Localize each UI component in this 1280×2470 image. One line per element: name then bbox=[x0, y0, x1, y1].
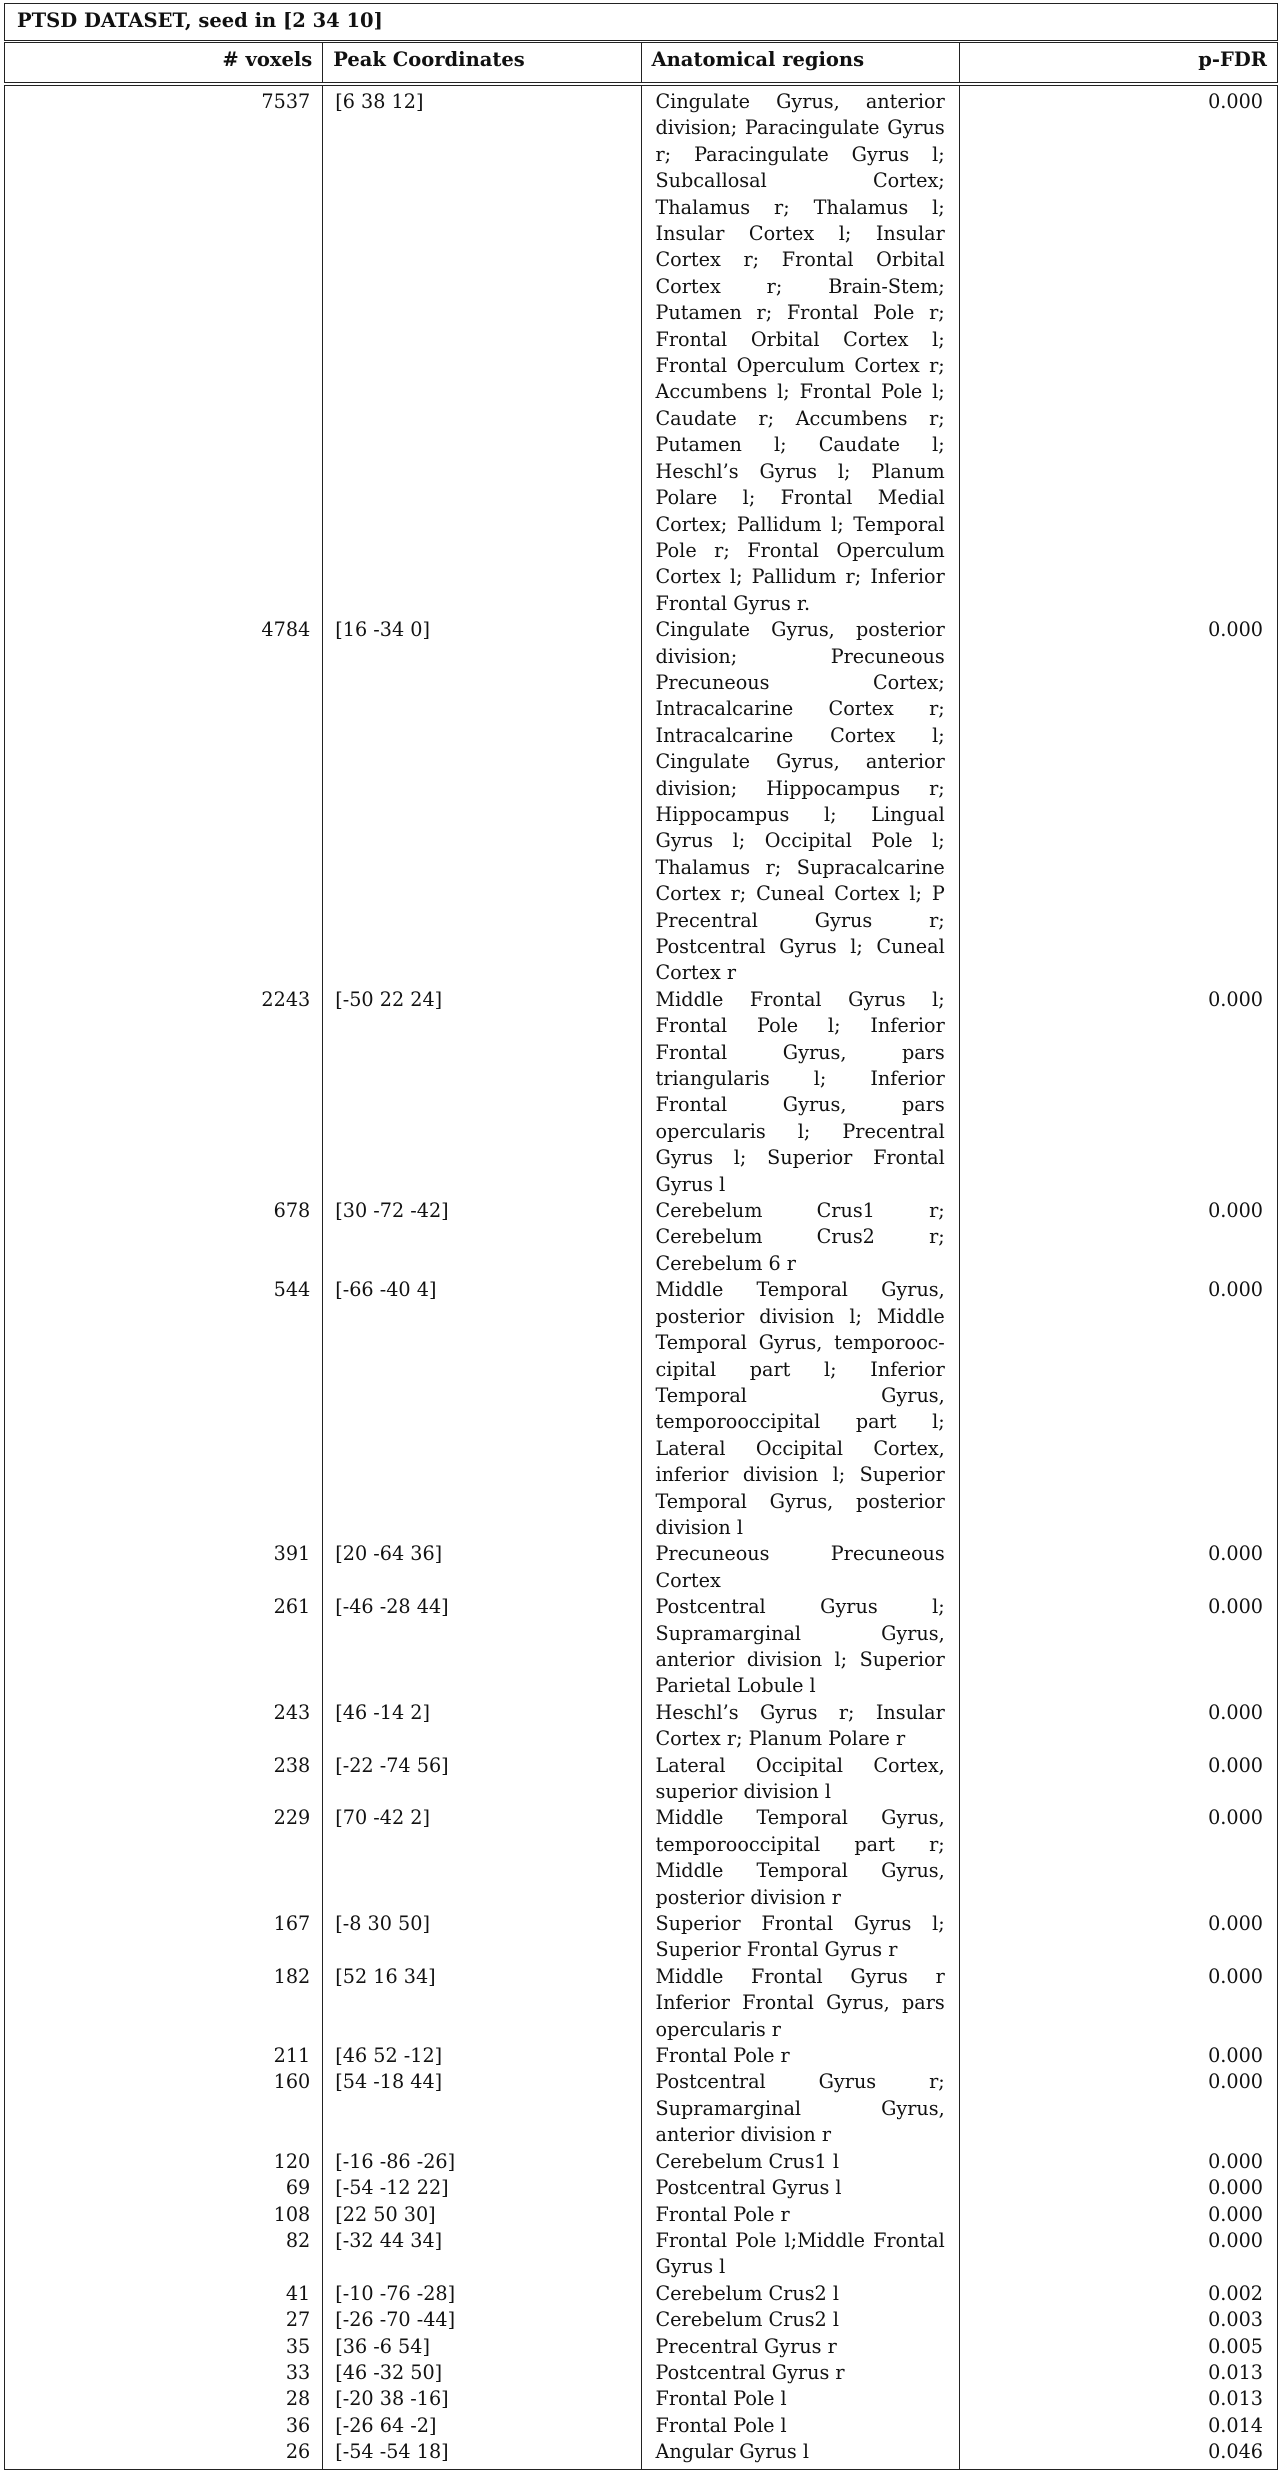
voxel-count-cell: 2243 bbox=[5, 987, 323, 1198]
voxel-count-cell: 678 bbox=[5, 1198, 323, 1277]
results-table bbox=[4, 3, 1278, 2470]
peak-coordinates-cell: [-26 64 -2] bbox=[323, 2413, 641, 2439]
voxel-count-cell: 108 bbox=[5, 2202, 323, 2228]
peak-coordinates-cell: [-8 30 50] bbox=[323, 1911, 641, 1964]
header-peak-coordinates: Peak Coordinates bbox=[323, 42, 641, 85]
p-fdr-cell: 0.013 bbox=[959, 2386, 1277, 2412]
table-body bbox=[5, 84, 1278, 2469]
table-title-row bbox=[5, 4, 1278, 42]
table-row bbox=[5, 2360, 1278, 2386]
anatomical-regions-cell: Middle Temporal Gyrus, temporooccipital part r; Middle Temporal Gyrus, posterior division r bbox=[641, 1805, 959, 1911]
peak-coordinates-cell: [-46 -28 44] bbox=[323, 1594, 641, 1700]
peak-coordinates-cell: [-54 -54 18] bbox=[323, 2439, 641, 2469]
p-fdr-cell: 0.000 bbox=[959, 2149, 1277, 2175]
table-row bbox=[5, 2413, 1278, 2439]
p-fdr-cell: 0.000 bbox=[959, 84, 1277, 617]
peak-coordinates-cell: [46 -14 2] bbox=[323, 1700, 641, 1753]
voxel-count-cell: 182 bbox=[5, 1964, 323, 2043]
table-row bbox=[5, 1805, 1278, 1911]
p-fdr-cell: 0.046 bbox=[959, 2439, 1277, 2469]
anatomical-regions-cell: Middle Frontal Gyrus l; Frontal Pole l; Inferior Frontal Gyrus, pars triangularis l; Inferior Frontal Gyrus, pars opercularis l; Precentral Gyrus l; Superior Frontal Gyrus l bbox=[641, 987, 959, 1198]
p-fdr-cell: 0.003 bbox=[959, 2307, 1277, 2333]
p-fdr-cell: 0.014 bbox=[959, 2413, 1277, 2439]
peak-coordinates-cell: [-50 22 24] bbox=[323, 987, 641, 1198]
table-row bbox=[5, 1964, 1278, 2043]
voxel-count-cell: 391 bbox=[5, 1541, 323, 1594]
p-fdr-cell: 0.000 bbox=[959, 1198, 1277, 1277]
voxel-count-cell: 36 bbox=[5, 2413, 323, 2439]
table-row bbox=[5, 1198, 1278, 1277]
voxel-count-cell: 27 bbox=[5, 2307, 323, 2333]
column-header-row bbox=[5, 42, 1278, 85]
peak-coordinates-cell: [-10 -76 -28] bbox=[323, 2281, 641, 2307]
p-fdr-cell: 0.000 bbox=[959, 1805, 1277, 1911]
table-row bbox=[5, 987, 1278, 1198]
voxel-count-cell: 160 bbox=[5, 2069, 323, 2148]
voxel-count-cell: 35 bbox=[5, 2334, 323, 2360]
anatomical-regions-cell: Frontal Pole r bbox=[641, 2043, 959, 2069]
table-row bbox=[5, 2043, 1278, 2069]
p-fdr-cell: 0.002 bbox=[959, 2281, 1277, 2307]
voxel-count-cell: 229 bbox=[5, 1805, 323, 1911]
anatomical-regions-cell: Frontal Pole l bbox=[641, 2386, 959, 2412]
peak-coordinates-cell: [-66 -40 4] bbox=[323, 1277, 641, 1541]
p-fdr-cell: 0.013 bbox=[959, 2360, 1277, 2386]
anatomical-regions-cell: Cerebelum Crus2 l bbox=[641, 2307, 959, 2333]
peak-coordinates-cell: [-54 -12 22] bbox=[323, 2175, 641, 2201]
table-row bbox=[5, 2439, 1278, 2469]
peak-coordinates-cell: [54 -18 44] bbox=[323, 2069, 641, 2148]
table-row bbox=[5, 2307, 1278, 2333]
p-fdr-cell: 0.000 bbox=[959, 1541, 1277, 1594]
voxel-count-cell: 69 bbox=[5, 2175, 323, 2201]
voxel-count-cell: 26 bbox=[5, 2439, 323, 2469]
table-row bbox=[5, 2202, 1278, 2228]
table-row bbox=[5, 1277, 1278, 1541]
peak-coordinates-cell: [-32 44 34] bbox=[323, 2228, 641, 2281]
p-fdr-cell: 0.000 bbox=[959, 617, 1277, 987]
p-fdr-cell: 0.000 bbox=[959, 1700, 1277, 1753]
results-table-container bbox=[4, 3, 1278, 2470]
p-fdr-cell: 0.000 bbox=[959, 2202, 1277, 2228]
anatomical-regions-cell: Frontal Pole l;Middle Frontal Gyrus l bbox=[641, 2228, 959, 2281]
anatomical-regions-cell: Superior Frontal Gyrus l; Superior Frontal Gyrus r bbox=[641, 1911, 959, 1964]
peak-coordinates-cell: [-22 -74 56] bbox=[323, 1753, 641, 1806]
peak-coordinates-cell: [36 -6 54] bbox=[323, 2334, 641, 2360]
table-row bbox=[5, 2386, 1278, 2412]
voxel-count-cell: 544 bbox=[5, 1277, 323, 1541]
p-fdr-cell: 0.000 bbox=[959, 2228, 1277, 2281]
p-fdr-cell: 0.000 bbox=[959, 1964, 1277, 2043]
anatomical-regions-cell: Precuneous Precuneous Cortex bbox=[641, 1541, 959, 1594]
anatomical-regions-cell: Angular Gyrus l bbox=[641, 2439, 959, 2469]
p-fdr-cell: 0.000 bbox=[959, 2069, 1277, 2148]
peak-coordinates-cell: [46 52 -12] bbox=[323, 2043, 641, 2069]
table-row bbox=[5, 2228, 1278, 2281]
voxel-count-cell: 120 bbox=[5, 2149, 323, 2175]
p-fdr-cell: 0.000 bbox=[959, 987, 1277, 1198]
peak-coordinates-cell: [-20 38 -16] bbox=[323, 2386, 641, 2412]
table-row bbox=[5, 617, 1278, 987]
peak-coordinates-cell: [22 50 30] bbox=[323, 2202, 641, 2228]
p-fdr-cell: 0.000 bbox=[959, 2175, 1277, 2201]
table-row bbox=[5, 84, 1278, 617]
table-row bbox=[5, 2281, 1278, 2307]
p-fdr-cell: 0.000 bbox=[959, 1911, 1277, 1964]
anatomical-regions-cell: Cerebelum Crus1 r; Cerebelum Crus2 r; Cerebelum 6 r bbox=[641, 1198, 959, 1277]
anatomical-regions-cell: Precentral Gyrus r bbox=[641, 2334, 959, 2360]
anatomical-regions-cell: Cingulate Gyrus, anterior division; Paracingulate Gyrus r; Paracingulate Gyrus l; Subcallosal Cortex; Thalamus r; Thalamus l; Insular Cortex l; Insular Cortex r; Frontal Orbital Cortex r; Brain-Stem; Putamen r; Frontal Pole r; Frontal Orbital Cortex l; Frontal Operculum Cortex r; Accumbens l; Frontal Pole l; Caudate r; Accumbens r; Putamen l; Caudate l; Heschl’s Gyrus l; Planum Polare l; Frontal Medial Cortex; Pallidum l; Temporal Pole r; Frontal Operculum Cortex l; Pallidum r; Inferior Frontal Gyrus r. bbox=[641, 84, 959, 617]
table-row bbox=[5, 2175, 1278, 2201]
table-row bbox=[5, 2334, 1278, 2360]
anatomical-regions-cell: Cerebelum Crus1 l bbox=[641, 2149, 959, 2175]
anatomical-regions-cell: Lateral Occipital Cortex, superior division l bbox=[641, 1753, 959, 1806]
anatomical-regions-cell: Middle Temporal Gyrus, posterior division l; Middle Temporal Gyrus, temporooccipital part l; Inferior Temporal Gyrus, temporooccipital part l; Lateral Occipital Cortex, inferior division l; Superior Temporal Gyrus, posterior division l bbox=[641, 1277, 959, 1541]
p-fdr-cell: 0.000 bbox=[959, 1753, 1277, 1806]
anatomical-regions-cell: Frontal Pole r bbox=[641, 2202, 959, 2228]
peak-coordinates-cell: [16 -34 0] bbox=[323, 617, 641, 987]
voxel-count-cell: 211 bbox=[5, 2043, 323, 2069]
header-voxels: # voxels bbox=[5, 42, 323, 85]
voxel-count-cell: 28 bbox=[5, 2386, 323, 2412]
header-anatomical-regions: Anatomical regions bbox=[641, 42, 959, 85]
p-fdr-cell: 0.000 bbox=[959, 1594, 1277, 1700]
anatomical-regions-cell: Frontal Pole l bbox=[641, 2413, 959, 2439]
anatomical-regions-cell: Postcentral Gyrus r bbox=[641, 2360, 959, 2386]
table-row bbox=[5, 1541, 1278, 1594]
voxel-count-cell: 41 bbox=[5, 2281, 323, 2307]
table-row bbox=[5, 2069, 1278, 2148]
table-row bbox=[5, 2149, 1278, 2175]
voxel-count-cell: 243 bbox=[5, 1700, 323, 1753]
table-row bbox=[5, 1911, 1278, 1964]
peak-coordinates-cell: [46 -32 50] bbox=[323, 2360, 641, 2386]
p-fdr-cell: 0.005 bbox=[959, 2334, 1277, 2360]
table-row bbox=[5, 1753, 1278, 1806]
table-row bbox=[5, 1594, 1278, 1700]
p-fdr-cell: 0.000 bbox=[959, 1277, 1277, 1541]
peak-coordinates-cell: [-16 -86 -26] bbox=[323, 2149, 641, 2175]
voxel-count-cell: 167 bbox=[5, 1911, 323, 1964]
voxel-count-cell: 261 bbox=[5, 1594, 323, 1700]
table-row bbox=[5, 1700, 1278, 1753]
peak-coordinates-cell: [-26 -70 -44] bbox=[323, 2307, 641, 2333]
anatomical-regions-cell: Postcentral Gyrus r; Supramarginal Gyrus, anterior division r bbox=[641, 2069, 959, 2148]
peak-coordinates-cell: [6 38 12] bbox=[323, 84, 641, 617]
anatomical-regions-cell: Cingulate Gyrus, posterior division; Precuneous Precuneous Cortex; Intracalcarine Cortex r; Intracalcarine Cortex l; Cingulate Gyrus, anterior division; Hippocampus r; Hippocampus l; Lingual Gyrus l; Occipital Pole l; Thalamus r; Supracalcarine Cortex r; Cuneal Cortex l; P Precentral Gyrus r; Postcentral Gyrus l; Cuneal Cortex r bbox=[641, 617, 959, 987]
p-fdr-cell: 0.000 bbox=[959, 2043, 1277, 2069]
voxel-count-cell: 7537 bbox=[5, 84, 323, 617]
voxel-count-cell: 4784 bbox=[5, 617, 323, 987]
voxel-count-cell: 33 bbox=[5, 2360, 323, 2386]
peak-coordinates-cell: [30 -72 -42] bbox=[323, 1198, 641, 1277]
peak-coordinates-cell: [52 16 34] bbox=[323, 1964, 641, 2043]
voxel-count-cell: 82 bbox=[5, 2228, 323, 2281]
anatomical-regions-cell: Middle Frontal Gyrus r Inferior Frontal Gyrus, pars opercularis r bbox=[641, 1964, 959, 2043]
header-p-fdr: p-FDR bbox=[959, 42, 1277, 85]
anatomical-regions-cell: Postcentral Gyrus l bbox=[641, 2175, 959, 2201]
peak-coordinates-cell: [20 -64 36] bbox=[323, 1541, 641, 1594]
table-title: PTSD DATASET, seed in [2 34 10] bbox=[5, 4, 1278, 42]
anatomical-regions-cell: Heschl’s Gyrus r; Insular Cortex r; Planum Polare r bbox=[641, 1700, 959, 1753]
voxel-count-cell: 238 bbox=[5, 1753, 323, 1806]
anatomical-regions-cell: Postcentral Gyrus l; Supramarginal Gyrus, anterior division l; Superior Parietal Lobule l bbox=[641, 1594, 959, 1700]
anatomical-regions-cell: Cerebelum Crus2 l bbox=[641, 2281, 959, 2307]
peak-coordinates-cell: [70 -42 2] bbox=[323, 1805, 641, 1911]
